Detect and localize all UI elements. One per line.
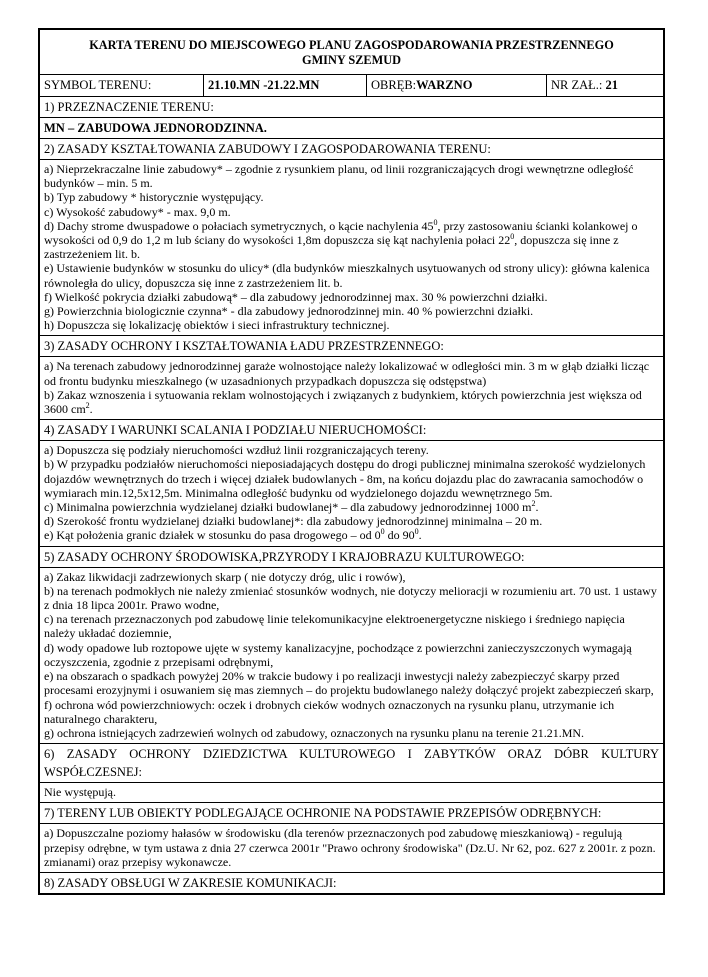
land-card-table <box>38 28 665 895</box>
section6-heading: 6) ZASADY OCHRONY DZIEDZICTWA KULTUROWEGO I ZABYTKÓW ORAZ DÓBR KULTURY WSPÓŁCZESNEJ: <box>40 744 663 783</box>
symbol-value: 21.10.MN -21.22.MN <box>204 75 367 96</box>
s5-item-g: g) ochrona istniejących zadrzewień wolnych od zabudowy, oznaczonych na rysunku planu na terenie 21.21.MN. <box>44 725 585 740</box>
s2-item-h: h) Dopuszcza się lokalizację obiektów i sieci infrastruktury technicznej. <box>44 318 390 333</box>
s3-item-b-text1: b) Zakaz wznoszenia i sytuowania reklam wolnostojących i związanych z budynkiem, których powierzchnia jest większa od 3600 cm <box>44 387 642 417</box>
s2-item-b: b) Typ zabudowy * historycznie występujący. <box>44 190 264 205</box>
section8-heading: 8) ZASADY OBSŁUGI W ZAKRESIE KOMUNIKACJI: <box>44 875 337 890</box>
s2-item-f: f) Wielkość pokrycia działki zabudową* – dla zabudowy jednorodzinnej max. 30 % powierzchni działki. <box>44 289 548 304</box>
title-line-1: KARTA TERENU DO MIEJSCOWEGO PLANU ZAGOSPODAROWANIA PRZESTRZENNEGO <box>89 38 614 52</box>
symbol-row <box>40 75 663 97</box>
section5-heading: 5) ZASADY OCHRONY ŚRODOWISKA,PRZYRODY I KRAJOBRAZU KULTUROWEGO: <box>40 547 663 568</box>
s2-item-d-text3: , dopuszcza się inne z zastrzeżeniem lit. b. <box>44 233 619 262</box>
s2-item-d-sup1: 0 <box>433 217 438 227</box>
s4-item-a: a) Dopuszcza się podziały nieruchomości wzdłuż linii rozgraniczających tereny. <box>44 443 429 458</box>
s2-item-d-text1: d) Dachy strome dwuspadowe o połaciach symetrycznych, o kącie nachylenia 45 <box>44 218 434 233</box>
s4-item-e-text1: e) Kąt położenia granic działek w stosunku do pasa drogowego – od 0 <box>44 528 381 543</box>
section5-content <box>40 568 663 744</box>
s4-item-c-text1: c) Minimalna powierzchnia wydzielanej działki budowlanej* – dla zabudowy jednorodzinnej 1000 m <box>44 500 532 515</box>
s4-item-e-sup2: 0 <box>414 527 419 537</box>
symbol-label: SYMBOL TERENU: <box>40 75 204 96</box>
section2-content <box>40 160 663 336</box>
s5-item-b: b) na terenach podmokłych nie należy zmieniać stosunków wodnych, nie dotyczy melioracji w rozumieniu art. 70 ust. 1 ustawy z dnia 18 lipca 2001r. Prawo wodne, <box>44 583 657 613</box>
section3-heading: 3) ZASADY OCHRONY I KSZTAŁTOWANIA ŁADU PRZESTRZENNEGO: <box>40 336 663 357</box>
section2-heading: 2) ZASADY KSZTAŁTOWANIA ZABUDOWY I ZAGOSPODAROWANIA TERENU: <box>40 139 663 160</box>
obreb-cell <box>367 75 547 96</box>
s5-item-a: a) Zakaz likwidacji zadrzewionych skarp ( nie dotyczy dróg, ulic i rowów), <box>44 569 406 584</box>
section3-content <box>40 357 663 420</box>
title-line-2: GMINY SZEMUD <box>302 53 401 67</box>
s5-item-d: d) wody opadowe lub roztopowe ujęte w systemy kanalizacyjne, pochodzące z powierzchni zanieczyszczonych wymagają oczyszczenia, zgodnie z przepisami odrębnymi, <box>44 640 632 669</box>
section7-heading: 7) TERENY LUB OBIEKTY PODLEGAJĄCE OCHRONIE NA PODSTAWIE PRZEPISÓW ODRĘBNYCH: <box>40 803 663 824</box>
s7-item-a: a) Dopuszczalne poziomy hałasów w środowisku (dla terenów przeznaczonych pod zabudowę mieszkaniową) - regulują przepisy odrębne, w tym ustawa z dnia 27 czerwca 2001r "Prawo ochrony środowiska" (Dz.U. Nr 62, poz. 627 z 2001r. z pozn. zmianami) oraz przepisy wykonawcze. <box>44 826 656 869</box>
s3-item-b-sup: 2 <box>85 401 90 411</box>
s2-item-g: g) Powierzchnia biologicznie czynna* - dla zabudowy jednorodzinnej min. 40 % powierzchni działki. <box>44 304 534 319</box>
s4-item-e <box>44 528 659 542</box>
s3-item-a: a) Na terenach zabudowy jednorodzinnej garaże wolnostojące należy lokalizować w odległości min. 3 m w głąb działki licząc od frontu budynku mieszkalnego (w uzasadnionych przypadkach dopuszcza się odstępstwa) <box>44 359 650 388</box>
nr-cell <box>547 75 663 96</box>
s2-item-a: a) Nieprzekraczalne linie zabudowy* – zgodnie z rysunkiem planu, od linii rozgraniczających drogi wewnętrzne odległość budynków – min. 5 m. <box>44 162 634 191</box>
s2-item-d-sup2: 0 <box>510 232 515 242</box>
s4-item-c-sup: 2 <box>531 499 536 509</box>
document-title <box>40 30 663 75</box>
s2-item-c: c) Wysokość zabudowy* - max. 9,0 m. <box>44 204 231 219</box>
s4-item-e-text2: do 90 <box>384 528 415 543</box>
s4-item-b: b) W przypadku podziałów nieruchomości nieposiadających dostępu do drogi publicznej minimalna szerokość wydzielonych dojazdów wewnętrznych do trzech i więcej działek budowlanych - 8m, na końcu dojazdu plac do zawracania samochodów o wymiarach min.12,5x12,5m. Minimalna odległość budynku od wydzielonego dojazdu wewnętrznego 5m. <box>44 457 646 500</box>
s5-item-c: c) na terenach przeznaczonych pod zabudowę linie telekomunikacyjne elektroenergetyczne niskiego i średniego napięcia należy układać doziemnie, <box>44 612 625 641</box>
section4-heading: 4) ZASADY I WARUNKI SCALANIA I PODZIAŁU NIERUCHOMOŚCI: <box>40 420 663 441</box>
s4-item-e-sup1: 0 <box>380 527 385 537</box>
section6-value: Nie występują. <box>40 783 663 803</box>
obreb-value: WARZNO <box>416 78 473 92</box>
nr-value: 21 <box>605 78 619 92</box>
s2-item-d <box>44 219 659 262</box>
s2-item-d-text2: , przy zastosowaniu ścianki kolankowej o wysokości od 0,9 do 1,2 m lub ściany do wysokości 1,8m dopuszcza się kąt nachylenia połaci 22 <box>44 218 638 248</box>
s4-item-e-text3: . <box>418 528 422 543</box>
s3-item-b <box>44 388 659 416</box>
obreb-label: OBRĘB: <box>371 78 417 92</box>
section1-value: MN – ZABUDOWA JEDNORODZINNA. <box>40 118 663 139</box>
s5-item-e: e) na obszarach o spadkach powyżej 20% w trakcie budowy i po realizacji inwestycji należy zabezpieczyć skarpy przed procesami erozyjnymi i osuwaniem się mas ziemnych – do projektu budowlanego należy dołączyć projekt zabezpieczeń skarp, <box>44 669 654 698</box>
section7-content <box>40 824 663 873</box>
s5-item-f: f) ochrona wód powierzchniowych: oczek i drobnych cieków wodnych oznaczonych na rysunku planu, utrzymanie ich naturalnego charakteru, <box>44 697 615 726</box>
section1-heading: 1) PRZEZNACZENIE TERENU: <box>40 97 663 118</box>
s4-item-c-text2: . <box>535 500 539 515</box>
nr-label: NR ZAŁ.: <box>551 78 603 92</box>
s4-item-c <box>44 500 659 514</box>
section4-content <box>40 441 663 546</box>
s4-item-d: d) Szerokość frontu wydzielanej działki budowlanej*: dla zabudowy jednorodzinnej minimalna – 20 m. <box>44 514 543 529</box>
s3-item-b-text2: . <box>89 402 93 417</box>
s2-item-e: e) Ustawienie budynków w stosunku do ulicy* (dla budynków mieszkalnych usytuowanych od strony ulicy): główna kalenica równoległa do ulicy, dopuszcza się inne z zastrzeżeniem lit. b. <box>44 261 650 290</box>
